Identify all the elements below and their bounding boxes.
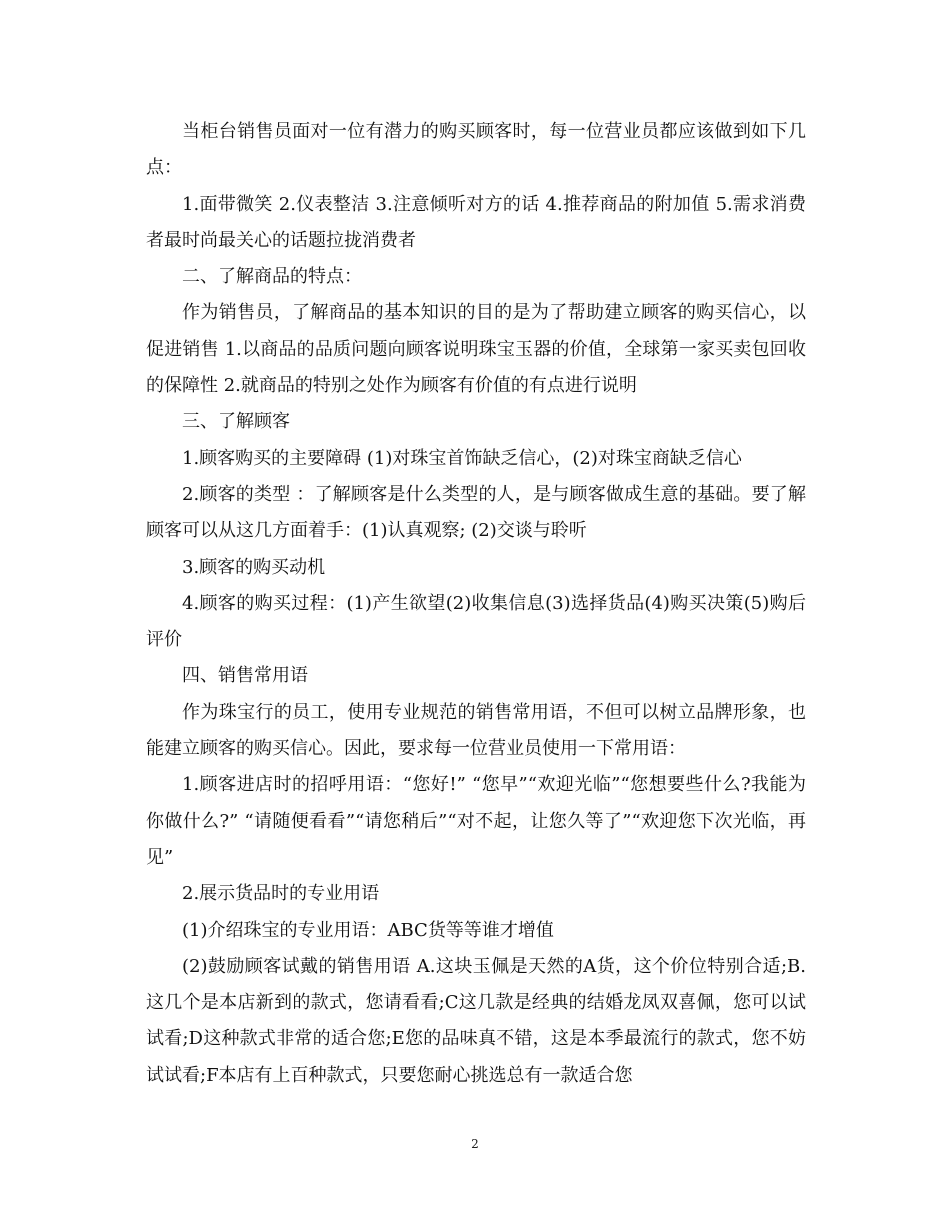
section-heading-product: 二、了解商品的特点： (182, 266, 362, 288)
paragraph-greeting-phrases: 1.顾客进店时的招呼用语：“您好!” “您早”“欢迎光临”“您想要些什么?我能为你做什么?” “请随便看看”“请您稍后”“对不起，让您久等了”“欢迎您下次光临，再见” (146, 774, 806, 868)
paragraph-customer-types: 2.顾客的类型 ：了解顾客是什么类型的人，是与顾客做成生意的基础。要了解顾客可以从这几方面着手：(1)认真观察; (2)交谈与聆听 (146, 483, 806, 542)
paragraph-phrases-intro: 作为珠宝行的员工，使用专业规范的销售常用语，不但可以树立品牌形象，也能建立顾客的购买信心。因此，要求每一位营业员使用一下常用语： (146, 701, 806, 760)
paragraph-display-phrases: 2.展示货品时的专业用语 (182, 883, 380, 905)
paragraph-product-knowledge: 作为销售员，了解商品的基本知识的目的是为了帮助建立顾客的购买信心，以促进销售 1.以商品的品质问题向顾客说明珠宝玉器的价值，全球第一家买卖包回收的保障性 2.就商品的特别之处作为顾客有价值的有点进行说明 (146, 302, 806, 397)
paragraph-purchase-process: 4.顾客的购买过程：(1)产生欲望(2)收集信息(3)选择货品(4)购买决策(5)购后评价 (146, 592, 806, 651)
paragraph-customer-motivation: 3.顾客的购买动机 (182, 556, 326, 578)
paragraph-jewelry-terms: (1)介绍珠宝的专业用语：ABC货等等谁才增值 (182, 919, 554, 941)
paragraph-customer-obstacles: 1.顾客购买的主要障碍 (1)对珠宝首饰缺乏信心，(2)对珠宝商缺乏信心 (182, 447, 742, 469)
paragraph-trial-phrases: (2)鼓励顾客试戴的销售用语 A.这块玉佩是天然的A货，这个价位特别合适;B.这几个是本店新到的款式，您请看看;C这几款是经典的结婚龙凤双喜佩，您可以试试看;D这种款式非常的适合您;E您的品味真不错，这是本季最流行的款式，您不妨试试看;F本店有上百种款式，只要您耐心挑选总有一款适合您 (146, 955, 806, 1086)
page-number: 2 (471, 1137, 479, 1151)
paragraph-intro: 当柜台销售员面对一位有潜力的购买顾客时，每一位营业员都应该做到如下几点： (146, 121, 806, 179)
paragraph-points: 1.面带微笑 2.仪表整洁 3.注意倾听对方的话 4.推荐商品的附加值 5.需求消费者最时尚最关心的话题拉拢消费者 (146, 193, 806, 251)
section-heading-customer: 三、了解顾客 (182, 411, 290, 433)
document-body (146, 114, 806, 1094)
section-heading-phrases: 四、销售常用语 (182, 665, 308, 687)
